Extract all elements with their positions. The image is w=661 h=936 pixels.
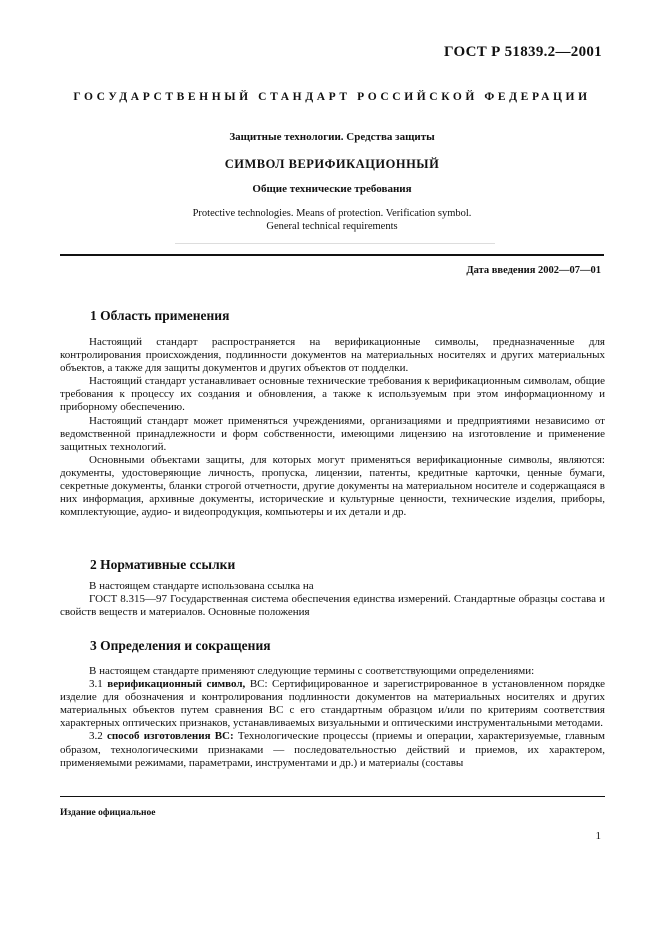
section-2-body (60, 580, 605, 619)
page-number: 1 (595, 830, 601, 842)
introduction-date: Дата введения 2002—07—01 (466, 265, 601, 276)
defined-term: верификационный символ, (107, 678, 246, 691)
section-3-body (60, 665, 605, 770)
section-3-heading: 3 Определения и сокращения (90, 638, 271, 653)
paragraph: ГОСТ 8.315—97 Государственная система обеспечения единства измерений. Стандартные образцы состава и свойств веществ и материалов. Основные положения (60, 593, 605, 619)
english-title-line-2: General technical requirements (266, 221, 398, 232)
title-divider (60, 254, 604, 256)
paragraph: Настоящий стандарт может применяться учреждениями, организациями и предприятиями независимо от ведомственной принадлежности и форм собственности, имеющими лицензию на изготовление и применение защитных технологий. (60, 414, 605, 453)
official-edition-label: Издание официальное (60, 808, 156, 818)
definition-item (60, 730, 605, 769)
footer-divider (60, 796, 605, 797)
definition-item (60, 678, 605, 730)
item-number: 3.1 (89, 678, 103, 691)
definition-text: ВС: Сертифицированное и зарегистрированное в установленном порядке изделие для обозначения и контролирования подлинности документов на материальных носителях и других материальных объектов путем сравнения ВС с его стандартным образцом и/или по критериям соответствия характерных оптических признаков, устанавливаемых визуальными и оптическими инструментальными методами. (60, 678, 606, 730)
standard-title: СИМВОЛ ВЕРИФИКАЦИОННЫЙ (224, 157, 440, 171)
paragraph: В настоящем стандарте применяют следующие термины с соответствующими определениями: (89, 665, 535, 677)
document-code: ГОСТ Р 51839.2—2001 (444, 44, 602, 60)
paragraph: Настоящий стандарт распространяется на верификационные символы, предназначенные для контролирования происхождения, подлинности документов на материальных носителях и других материальных объектов, а также для защиты документов и других объектов от подделки. (60, 336, 605, 375)
paragraph: В настоящем стандарте использована ссылка на (89, 580, 314, 592)
section-1-heading: 1 Область применения (90, 308, 230, 323)
state-standard-title: ГОСУДАРСТВЕННЫЙ СТАНДАРТ РОССИЙСКОЙ ФЕДЕРАЦИИ (73, 91, 591, 103)
standard-group-title: Защитные технологии. Средства защиты (229, 131, 435, 143)
defined-term: способ изготовления ВС: (106, 730, 234, 743)
section-2-heading: 2 Нормативные ссылки (90, 557, 236, 572)
faint-divider (175, 243, 495, 244)
paragraph: Основными объектами защиты, для которых могут применяться верификационные символы, являются: документы, удостоверяющие личность, пропуска, лицензии, патенты, кредитные карточки, ценные бумаги, секретные документы, бланки строгой отчетности, другие документы на материальном носителе и содержащаяся в них информация, архивные документы, исторические и культурные ценности, технические изделия, приборы, комплектующие, аудио- и видеопродукция, компьютеры и их детали и др. (60, 453, 605, 519)
item-number: 3.2 (89, 730, 103, 743)
english-title-line-1: Protective technologies. Means of protection. Verification symbol. (192, 208, 472, 219)
section-1-body (60, 336, 605, 519)
definition-text: Технологические процессы (приемы и операции, характеризуемые, главным образом, технологическими признаками — последовательностью действий и приемов, их характером, применяемыми режимами, параметрами, инструментами и др.) и материалы (составы (60, 730, 606, 769)
standard-subtitle: Общие технические требования (252, 183, 412, 195)
paragraph: Настоящий стандарт устанавливает основные технические требования к верификационным символам, общие требования к процессу их создания и обновления, а также к используемым при этом информационному и приборному обеспечению. (60, 375, 605, 414)
